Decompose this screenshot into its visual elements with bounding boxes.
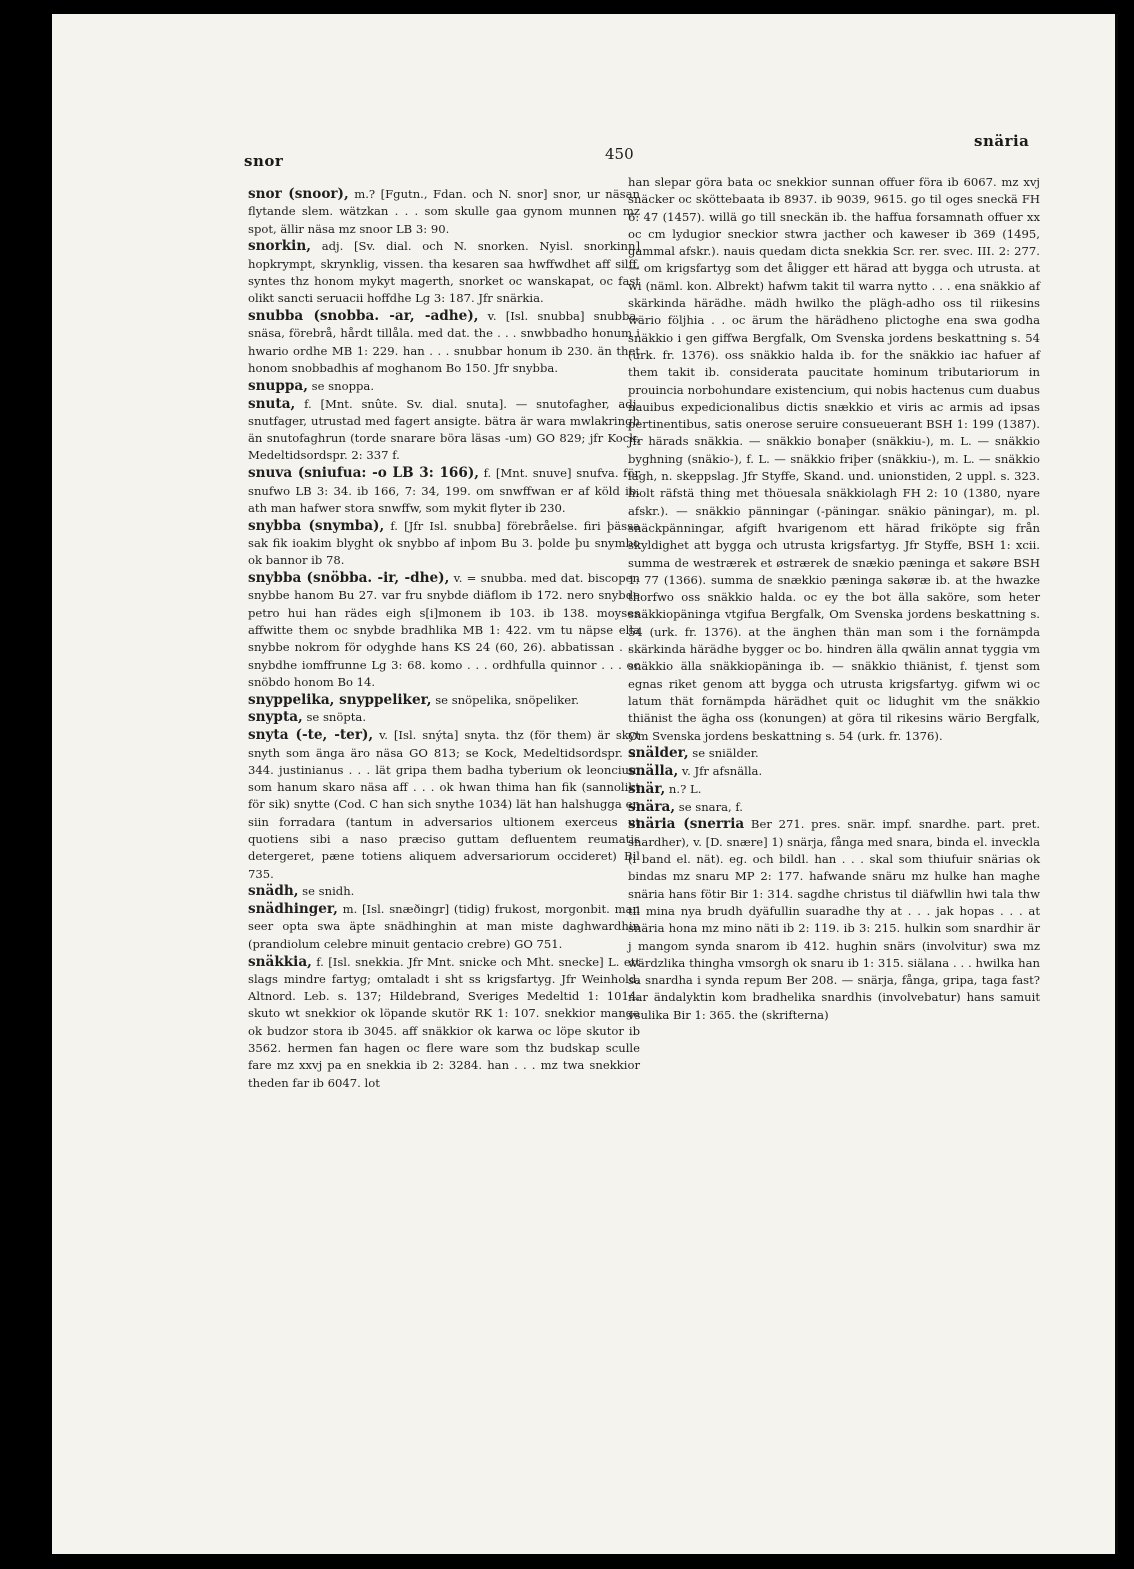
headword: snuppa,	[248, 377, 308, 394]
dictionary-entry	[628, 781, 1040, 798]
headword: snybba (snymba),	[248, 517, 385, 534]
headword: snubba (snobba. -ar, -adhe),	[248, 308, 479, 325]
headword: snor (snoor),	[248, 186, 349, 202]
entry-text: n.? L.	[665, 781, 702, 796]
headword: snälder,	[628, 745, 689, 762]
entry-text: f. [Mnt. snûte. Sv. dial. snuta]. — snutofagher, adj. snutfager, utrustad med fagert ansigte. bätra är wara mwlakringh än snutofaghrun (torde snarare böra läsas -um) GO 829; jfr Kock, Medeltidsordspr. 2: 337 f.	[248, 396, 640, 463]
headword: snybba (snöbba. -ir, -dhe),	[248, 570, 450, 587]
headword: snäria (snerria	[628, 816, 745, 833]
dictionary-entry	[248, 883, 640, 900]
entry-text: se snidh.	[298, 884, 355, 899]
entry-text: v. [Isl. snýta] snyta. thz (för them) är skyt snyth som änga äro näsa GO 813; se Kock, Medeltidsordspr. 2: 344. justinianus . . . lät gripa them badha tyberium ok leoncium som hanum skaro näsa aff . . . ok hwan thima han fik (sannolikt för sik) snytte (Cod. C han sich snythe 1034) lät han halshugga en siin forradara (tantum in adversarios ultionem exerceus ut quotiens sibi a naso præciso guttam defluentem reumatis detergeret, pæne totiens aliquem adversariorum occideret) Bil 735.	[248, 728, 641, 881]
entry-text: se sniälder.	[688, 746, 759, 761]
entry-text: m. [Isl. snæðingr] (tidig) frukost, morgonbit. man seer opta swa äpte snädhinghin at man miste daghwardhin (prandiolum celebre minuit gentacio crebre) GO 751.	[248, 902, 640, 951]
dictionary-entry	[248, 570, 640, 691]
page-edge-rule	[1115, 14, 1118, 1554]
entry-text: adj. [Sv. dial. och N. snorken. Nyisl. snorkinn] hopkrympt, skrynklig, vissen. tha kesaren saa hwffwdhet aff silff, syntes thz honom mykyt magerth, snorket oc wanskapat, oc fast olikt sancti seruacii hoffdhe Lg 3: 187. Jfr snärkia.	[248, 239, 640, 306]
dictionary-entry	[628, 816, 1040, 1024]
dictionary-entry	[628, 799, 1040, 816]
dictionary-entry	[628, 745, 1040, 762]
entry-text: v. [Isl. snubba] snubba, snäsa, förebrå, hårdt tillåla. med dat. the . . . snwbbadho honum i hwario ordhe MB 1: 229. han . . . snubbar honum ib 230. än thet honom snobbadhis af moghanom Bo 150. Jfr snybba.	[248, 309, 640, 375]
right-column	[628, 174, 1040, 1025]
dictionary-entry	[248, 378, 640, 395]
headword: snädhinger,	[248, 901, 338, 918]
entry-text: v. = snubba. med dat. biscopen snybbe hanom Bu 27. var fru snybde diäflom ib 172. nero snybde petro hui han rädes eigh s[i]monem ib 103. ib 138. moyses affwitte them oc snybde bradhlika MB 1: 422. vm tu näpse ella snybbe nokrom för odyghde hans KS 24 (60, 26). abbatissan . . . snybdhe iomffrunne Lg 3: 68. komo . . . ordhfulla quinnor . . . oc snöbdo honom Bo 14.	[248, 571, 641, 689]
dictionary-entry	[248, 186, 640, 238]
headword: snädh,	[248, 883, 299, 900]
headword: snypta,	[248, 709, 303, 726]
entry-text: f. [Mnt. snuve] snufva. för snufwo LB 3: 34. ib 166, 7: 34, 199. om snwffwan er af köld ib. ath man hafwer stora snwffw, som mykit flyter ib 230.	[248, 466, 640, 515]
dictionary-entry	[248, 692, 640, 709]
entry-text: se snara, f.	[675, 799, 743, 814]
dictionary-entry	[248, 709, 640, 726]
headword: snorkin,	[248, 238, 311, 255]
running-head-left: snor	[244, 152, 284, 170]
dictionary-entry	[628, 174, 1040, 745]
dictionary-entry	[248, 465, 640, 517]
entry-text: se snöpelika, snöpeliker.	[431, 692, 580, 707]
dictionary-entry	[248, 901, 640, 953]
headword: snuta,	[248, 395, 296, 412]
headword: snyppelika, snyppeliker,	[248, 691, 432, 708]
headword: snuva (sniufua: -o LB 3: 166),	[248, 465, 479, 482]
entry-text: Ber 271. pres. snär. impf. snardhe. part. pret. snardher), v. [D. snære] 1) snärja, fånga med snara, binda el. inveckla (i band el. nät). eg. och bildl. han . . . skal som thiufuir snärias ok bindas mz snaru MP 2: 177. hafwande snäru mz hulke han maghe snäria hans fötir Bir 1: 314. sagdhe christus til diäfwllin hwi tala thw til mina nya brudh dyäfullin suaradhe thy at . . . jak hopas . . . at snäria hona mz mino näti ib 2: 119. ib 3: 215. hulkin som snardhir är j mangom synda snarom ib 412. hughin snärs (involvitur) swa mz wärdzlika thingha vmsorgh ok snaru ib 1: 315. siälana . . . hwilka han sa snardha i synda repum Ber 208. — snärja, fånga, gripa, taga fast? nar ändalyktin kom bradhelika snardhis (involvebatur) hans samuit vsulika Bir 1: 365. the (skrifterna)	[628, 817, 1041, 1022]
headword: snär,	[628, 780, 666, 797]
dictionary-entry	[248, 308, 640, 377]
entry-text: han slepar göra bata oc snekkior sunnan offuer föra ib 6067. mz xvj snäcker oc sköttebaata ib 8937. ib 9039, 9615. go til oges sneckä FH 6: 47 (1457). willä go till sneckän ib. the haffua forsamnath offuer xx oc cm lydugior sneckior stwra jacther och kaweser ib 369 (1495, gammal afskr.). nauis quedam dicta snekkia Scr. rer. svec. III. 2: 277. — om krigsfartyg som det åligger ett härad att bygga och utrusta. at wi (näml. kon. Albrekt) hafwm takit til warra nytto . . . ena snäkkio af skärkinda härädhe. mädh hwilko the plägh-adho oss til riikesins wärio följhia . . oc ärum the härädheno plictoghe ena swa godha snäkkio i gen giffwa Bergfalk, Om Svenska jordens beskattning s. 54 (urk. fr. 1376). oss snäkkio halda ib. for the snäkkio iac hafuer af them takit ib. considerata paucitate hominum tributariorum in prouincia norbohundare existencium, qui nobis hactenus cum duabus nauibus expedicionalibus dictis snækkio et viris ac armis ad ipsas pertinentibus, satis onerose seruire consueuerant BSH 1: 199 (1387). Jfr härads snäkkia. — snäkkio bonaþer (snäkkiu-), m. L. — snäkkio byghning (snäkio-), f. L. — snäkkio friþer (snäkkiu-), m. L. — snäkkio lagh, n. skeppslag. Jfr Styffe, Skand. und. unionstiden, 2 uppl. s. 323. hiolt räfstä thing met thöuesala snäkkiolagh FH 2: 10 (1380, nyare afskr.). — snäkkio pänningar (-päningar. snäkio päningar), m. pl. snäckpänningar, afgift hvarigenom ett härad friköpte sig från skyldighet att bygga och utrusta krigsfartyg. Jfr Styffe, BSH 1: xcii. summa de westrærek et østrærek de snækio pæninga et sakøre BSH 1: 77 (1366). summa de snækkio pæninga sakøræ ib. at the hwazke thorfwo oss snäkkio halda. oc ey the bot älla saköre, som heter snäkkiopäninga vtgifua Bergfalk, Om Svenska jordens beskattning s. 54 (urk. fr. 1376). at the änghen thän man som i the fornämpda skärkinda härädhe bygger oc bo. hindren älla qwälin annat tyggia vm snäkkio älla snäkkiopäninga ib. — snäkkio thiänist, f. tjenst som egnas riket genom att bygga och utrusta krigsfartyg. gifwm wi oc latum thät fornämpda härädhet quit oc lidughit vm the snäkkio thiänist the ägha oss (konungen) at göra til rikesins wärio Bergfalk, Om Svenska jordens beskattning s. 54 (urk. fr. 1376).	[628, 175, 1040, 743]
entry-text: m.? [Fgutn., Fdan. och N. snor] snor, ur näsan flytande slem. wätzkan . . . som skulle gaa gynom munnen mz spot, ällir näsa mz snoor LB 3: 90.	[248, 187, 640, 236]
entry-text: se snöpta.	[302, 710, 367, 725]
left-column	[248, 186, 640, 1092]
dictionary-entry	[248, 954, 640, 1092]
entry-text: v. Jfr afsnälla.	[678, 764, 763, 779]
entry-text: f. [Isl. snekkia. Jfr Mnt. snicke och Mht. snecke] L. ett slags mindre fartyg; omtaladt i sht ss krigsfartyg. Jfr Weinhold, Altnord. Leb. s. 137; Hildebrand, Sveriges Medeltid 1: 1014. skuto wt snekkior ok löpande skutör RK 1: 107. snekkior manga ok budzor stora ib 3045. aff snäkkior ok karwa oc löpe skutor ib 3562. hermen fan hagen oc flere ware som thz budskap sculle fare mz xxvj pa en snekkia ib 2: 3284. han . . . mz twa snekkior theden far ib 6047. lot	[248, 954, 640, 1090]
headword: snyta (-te, -ter),	[248, 727, 374, 744]
dictionary-entry	[248, 396, 640, 465]
headword: snära,	[628, 798, 676, 815]
running-head-right: snäria	[974, 132, 1030, 150]
dictionary-page	[52, 14, 1118, 1554]
dictionary-entry	[628, 763, 1040, 780]
entry-text: se snoppa.	[307, 378, 375, 393]
dictionary-entry	[248, 518, 640, 570]
dictionary-entry	[248, 238, 640, 307]
page-number: 450	[605, 145, 634, 163]
dictionary-entry	[248, 727, 640, 883]
headword: snäkkia,	[248, 953, 312, 970]
headword: snälla,	[628, 763, 679, 780]
entry-text: f. [Jfr Isl. snubba] förebråelse. firi þässa sak fik ioakim blyght ok snybbo af inþom Bu 3. þolde þu snymbo ok bannor ib 78.	[248, 518, 640, 568]
